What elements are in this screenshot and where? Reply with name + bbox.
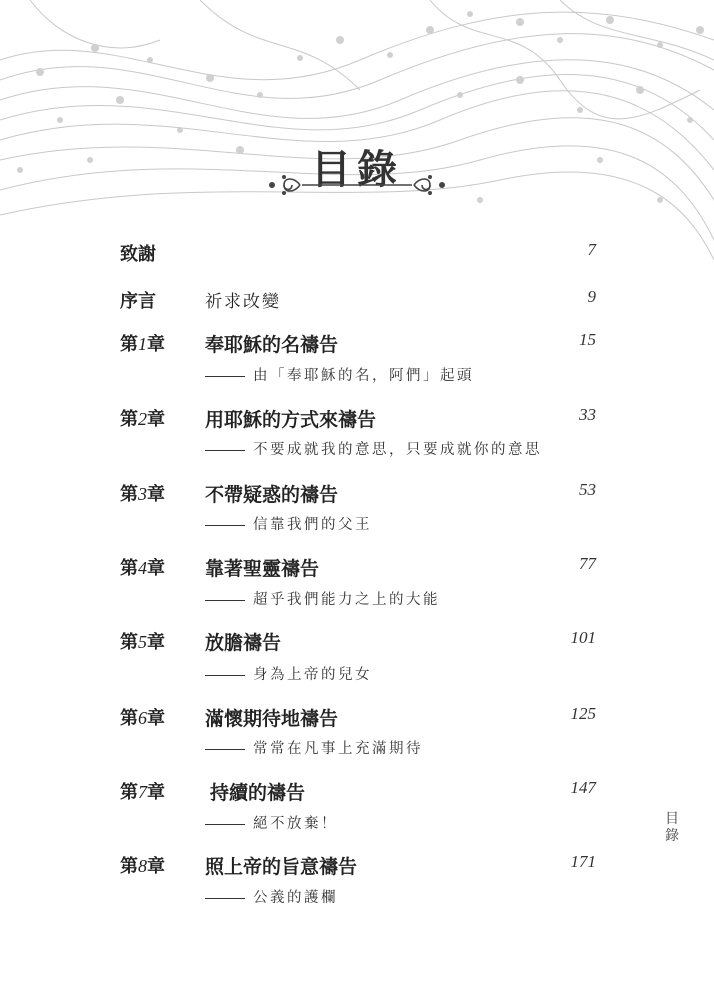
toc-entry-acknowledgements[interactable] (0, 240, 714, 270)
entry-page-number: 9 (587, 287, 596, 306)
side-tab-char: 目 (665, 811, 679, 827)
chapter-subtitle: 常常在凡事上充滿期待 (205, 737, 423, 758)
chapter-heading: 不帶疑惑的禱告 (205, 484, 339, 506)
page-title: 目錄 (311, 146, 403, 193)
entry-page-number: 53 (579, 480, 596, 499)
chapter-heading: 用耶穌的方式來禱告 (205, 409, 377, 431)
toc-entry-chapter-1[interactable] (0, 330, 714, 360)
toc-entry-chapter-6[interactable] (0, 704, 714, 734)
chapter-heading: 奉耶穌的名禱告 (205, 334, 339, 356)
chapter-subtitle: 絕不放棄！ (205, 812, 338, 833)
entry-page-number: 33 (579, 405, 596, 424)
chapter-label: 第6章 (120, 708, 165, 729)
toc-entry-chapter-5[interactable] (0, 628, 714, 658)
chapter-subtitle: 公義的護欄 (205, 886, 338, 907)
chapter-heading: 持續的禱告 (210, 782, 306, 804)
chapter-label: 第7章 (120, 782, 165, 803)
entry-page-number: 101 (570, 628, 596, 647)
entry-label: 序言 (120, 291, 156, 312)
chapter-subtitle: 由「奉耶穌的名，阿們」起頭 (205, 364, 474, 385)
entry-page-number: 7 (587, 240, 596, 259)
chapter-label: 第3章 (120, 484, 165, 505)
chapter-label: 第1章 (120, 334, 165, 355)
entry-heading: 祈求改變 (205, 292, 281, 312)
side-tab-char: 錄 (665, 828, 679, 844)
chapter-label: 第5章 (120, 632, 165, 653)
chapter-heading: 照上帝的旨意禱告 (205, 856, 358, 878)
toc-entry-chapter-8[interactable] (0, 852, 714, 882)
entry-page-number: 147 (570, 778, 596, 797)
chapter-subtitle: 不要成就我的意思，只要成就你的意思 (205, 438, 542, 459)
toc-entry-chapter-4[interactable] (0, 554, 714, 584)
toc-entry-chapter-7[interactable] (0, 778, 714, 808)
entry-page-number: 15 (579, 330, 596, 349)
section-side-tab (664, 811, 680, 845)
chapter-label: 第8章 (120, 856, 165, 877)
chapter-subtitle: 信靠我們的父王 (205, 513, 372, 534)
chapter-heading: 靠著聖靈禱告 (205, 558, 320, 580)
entry-page-number: 77 (579, 554, 596, 573)
chapter-heading: 滿懷期待地禱告 (205, 708, 339, 730)
entry-page-number: 171 (570, 852, 596, 871)
entry-label: 致謝 (120, 244, 156, 265)
chapter-label: 第2章 (120, 409, 165, 430)
chapter-subtitle: 超乎我們能力之上的大能 (205, 588, 440, 609)
toc-entry-preface[interactable] (0, 287, 714, 317)
entry-page-number: 125 (570, 704, 596, 723)
toc-entry-chapter-2[interactable] (0, 405, 714, 435)
chapter-label: 第4章 (120, 558, 165, 579)
chapter-heading: 放膽禱告 (205, 632, 282, 654)
chapter-subtitle: 身為上帝的兒女 (205, 663, 372, 684)
toc-entry-chapter-3[interactable] (0, 480, 714, 510)
